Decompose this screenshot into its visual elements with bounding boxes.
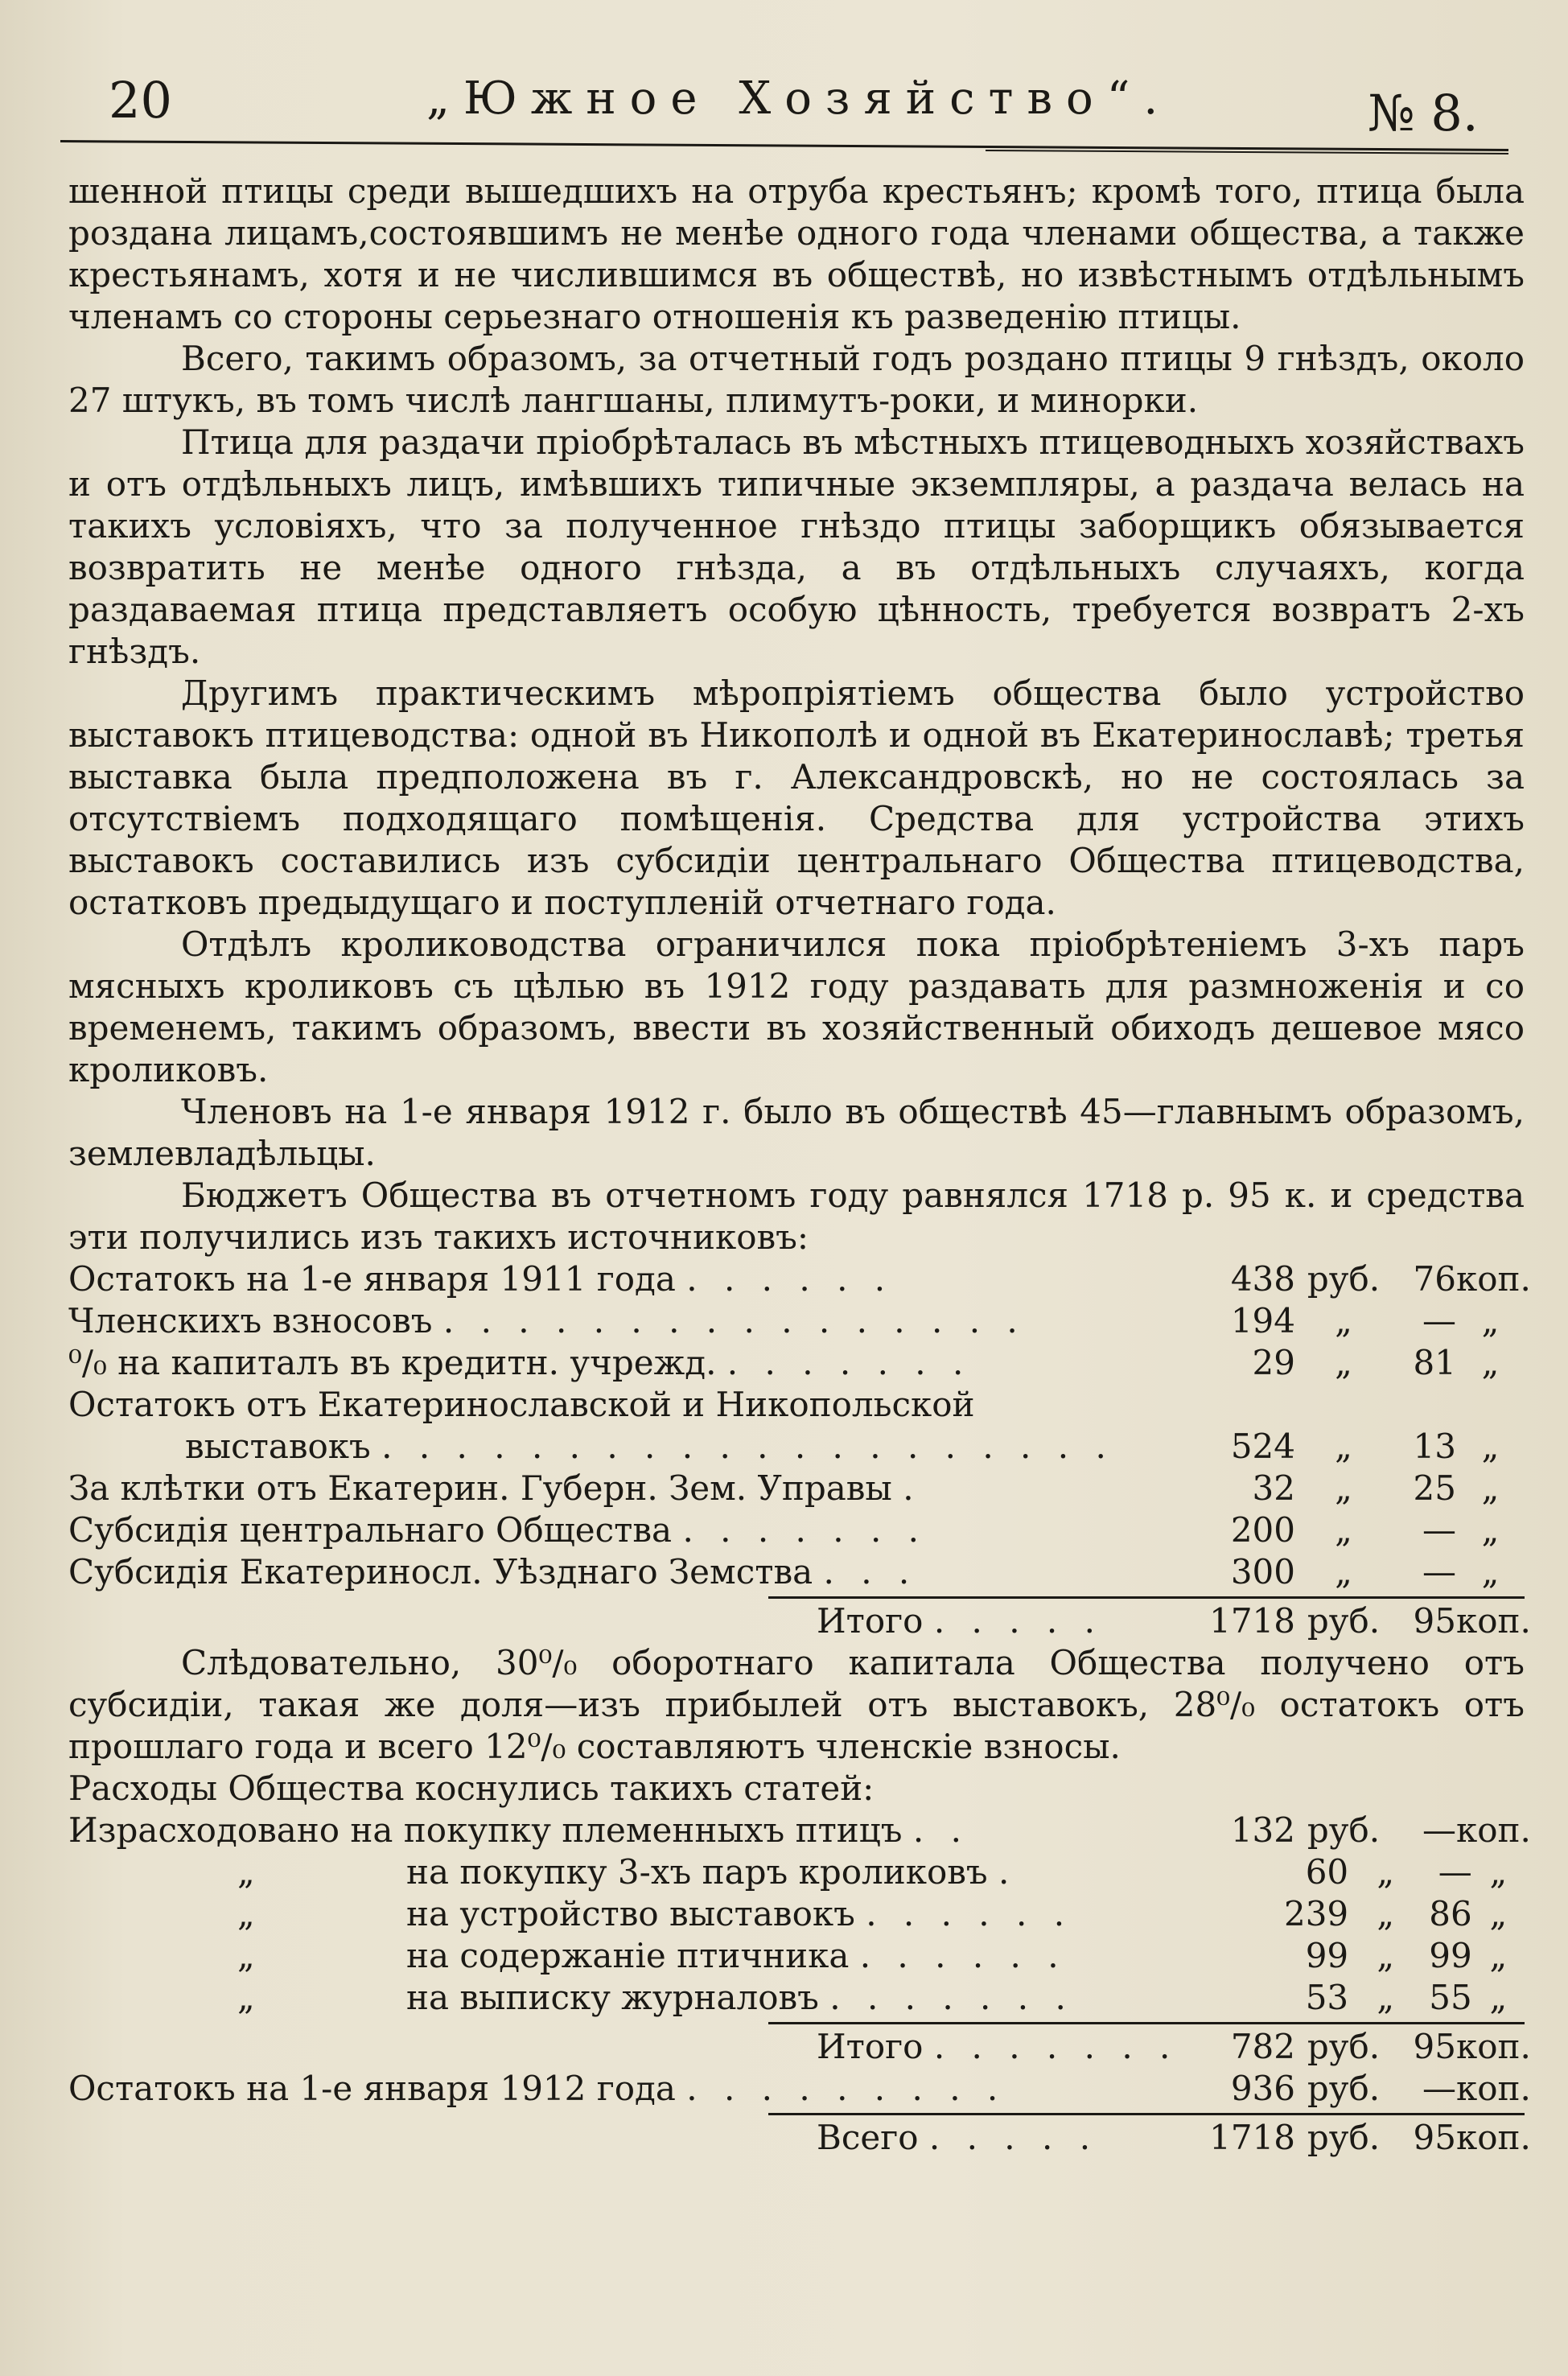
row-kop-unit: коп.	[1456, 1810, 1531, 1850]
total-rub: 1718	[1209, 2118, 1295, 2157]
row-rub-unit: „	[1377, 1978, 1395, 2017]
total-label: Итого	[817, 1601, 924, 1641]
row-rub-unit: „	[1335, 1552, 1352, 1592]
total-rule	[768, 2022, 1525, 2024]
row-label: ⁰/₀ на капиталъ въ кредитн. учрежд.	[68, 1343, 717, 1382]
row-kop-unit: „	[1489, 1852, 1508, 1892]
leader-dots: . . . . . .	[686, 1259, 894, 1299]
page-number: 20	[109, 71, 172, 130]
row-rub: 32	[1252, 1468, 1295, 1508]
leader-dots: . . . . . . . . . . . . . . . . . . . .	[381, 1427, 1114, 1466]
ditto-mark: „	[237, 1936, 255, 1975]
total-rub-unit: руб.	[1307, 2118, 1381, 2157]
row-rub: 200	[1230, 1510, 1295, 1550]
row-label: Членскихъ взносовъ	[68, 1301, 433, 1340]
row-label: Субсидія Екатериносл. Уѣзднаго Земства	[68, 1552, 813, 1592]
header-rule	[60, 140, 1508, 151]
total-rule	[768, 2113, 1525, 2115]
paragraph: Отдѣлъ кролиководства ограничился пока пріобрѣтеніемъ 3-хъ паръ мясныхъ кроликовъ съ цѣлью въ 1912 году раздавать для размноженія и со временемъ, такимъ образомъ, ввести въ хозяйственный обиходъ дешевое мясо кроликовъ.	[68, 924, 1525, 1089]
total-kop: 95	[1413, 1601, 1456, 1641]
row-kop: 25	[1413, 1468, 1456, 1508]
leader-dots: . . . . . . .	[726, 1343, 972, 1382]
total-kop-unit: коп.	[1456, 2027, 1531, 2066]
row-kop-unit: „	[1481, 1468, 1500, 1508]
row-kop: —	[1422, 1510, 1456, 1550]
row-kop-unit: „	[1481, 1552, 1500, 1592]
paragraph: Бюджетъ Общества въ отчетномъ году равнялся 1718 р. 95 к. и средства эти получились изъ такихъ источниковъ:	[68, 1176, 1525, 1257]
row-label: Израсходовано на покупку племенныхъ птицъ	[68, 1810, 903, 1850]
ledger-row	[68, 1810, 1531, 1851]
row-label: на устройство выставокъ	[406, 1894, 855, 1933]
row-rub: 524	[1230, 1427, 1295, 1466]
paragraph: Другимъ практическимъ мѣропріятіемъ общества было устройство выставокъ птицеводства: одной въ Никополѣ и одной въ Екатеринославѣ; третья выставка была предположена въ г. Александровскѣ, но не состоялась за отсутствіемъ подходящаго помѣщенія. Средства для устройства этихъ выставокъ составились изъ субсидіи центральнаго Общества птицеводства, остатковъ предыдущаго и поступленій отчетнаго года.	[68, 673, 1525, 922]
paragraph: Расходы Общества коснулись такихъ статей:	[68, 1769, 875, 1808]
ditto-mark: „	[237, 1894, 255, 1933]
row-label: на выписку журналовъ	[406, 1978, 819, 2017]
row-rub: 132	[1230, 1810, 1295, 1850]
ledger-row	[68, 1935, 1525, 1977]
row-label: выставокъ	[185, 1427, 371, 1466]
paragraph: Птица для раздачи пріобрѣталась въ мѣстныхъ птицеводныхъ хозяйствахъ и отъ отдѣльныхъ лицъ, имѣвшихъ типичные экземпляры, а раздача велась на такихъ условіяхъ, что за полученное гнѣздо птицы заборщикъ обязывается возвратить не менѣе одного гнѣзда, а въ отдѣльныхъ случаяхъ, когда раздаваемая птица представляетъ особую цѣнность, требуется возвратъ 2-хъ гнѣздъ.	[68, 422, 1525, 671]
row-kop-unit: коп.	[1456, 2069, 1531, 2108]
row-rub-unit: „	[1335, 1427, 1352, 1466]
row-kop: 13	[1413, 1427, 1456, 1466]
paragraph: Слѣдовательно, 30⁰/₀ оборотнаго капитала Общества получено отъ субсидіи, такая же доля—изъ прибылей отъ выставокъ, 28⁰/₀ остатокъ отъ прошлаго года и всего 12⁰/₀ составляютъ членскіе взносы.	[68, 1643, 1525, 1766]
row-kop-unit: „	[1481, 1427, 1500, 1466]
row-kop: 55	[1429, 1978, 1472, 2017]
row-label: Субсидія центральнаго Общества	[68, 1510, 673, 1550]
row-rub-unit: „	[1335, 1468, 1352, 1508]
ledger-row	[68, 1426, 1525, 1468]
total-rub: 782	[1230, 2027, 1295, 2066]
ditto-mark: „	[237, 1978, 255, 2017]
leader-dots: . . . . . . .	[829, 1978, 1074, 2017]
ledger-row	[68, 1342, 1525, 1384]
row-kop: 99	[1429, 1936, 1472, 1975]
leader-dots: . . .	[823, 1552, 918, 1592]
row-kop: 86	[1429, 1894, 1472, 1933]
ditto-mark: „	[237, 1852, 255, 1892]
row-kop: —	[1422, 2069, 1456, 2108]
row-rub-unit: руб.	[1307, 2069, 1381, 2108]
row-rub-unit: „	[1335, 1510, 1352, 1550]
row-rub: 300	[1230, 1552, 1295, 1592]
ledger-row	[68, 2068, 1531, 2110]
total-rub-unit: руб.	[1307, 2027, 1381, 2066]
row-kop-unit: „	[1489, 1894, 1508, 1933]
ledger-row	[68, 1977, 1525, 2019]
row-kop: —	[1422, 1810, 1456, 1850]
issue-number: № 8.	[1368, 84, 1479, 142]
paragraph: Всего, такимъ образомъ, за отчетный годъ роздано птицы 9 гнѣздъ, около 27 штукъ, въ томъ числѣ лангшаны, плимутъ-роки, и минорки.	[68, 339, 1525, 420]
row-rub: 194	[1230, 1301, 1295, 1340]
leader-dots: . . . . . . . . .	[686, 2069, 1006, 2108]
row-rub: 29	[1252, 1343, 1295, 1382]
total-rule	[768, 1596, 1525, 1599]
row-rub: 60	[1305, 1852, 1349, 1892]
row-rub: 936	[1230, 2069, 1295, 2108]
leader-dots: . . . . .	[928, 2118, 1099, 2157]
journal-title: „Южное Хозяйство“.	[426, 72, 1172, 125]
ledger-row	[68, 1300, 1525, 1342]
row-rub-unit: руб.	[1307, 1810, 1381, 1850]
row-label: Остатокъ на 1-е января 1912 года	[68, 2069, 676, 2108]
paragraph: шенной птицы среди вышедшихъ на отруба крестьянъ; кромѣ того, птица была роздана лицамъ,состоявшимъ не менѣе одного года членами общества, а также крестьянамъ, хотя и не числившимся въ обществѣ, но извѣстнымъ отдѣльнымъ членамъ со стороны серьезнаго отношенія къ разведенію птицы.	[68, 171, 1525, 336]
row-kop-unit: „	[1489, 1978, 1508, 2017]
ledger-total-row	[68, 1600, 1531, 1642]
row-kop-unit: коп.	[1456, 1259, 1531, 1299]
total-kop-unit: коп.	[1456, 1601, 1531, 1641]
row-kop: —	[1422, 1301, 1456, 1340]
row-kop-unit: „	[1481, 1301, 1500, 1340]
total-label: Всего	[817, 2118, 919, 2157]
article-body	[68, 171, 1531, 2159]
leader-dots: . .	[912, 1810, 969, 1850]
leader-dots: . . . . . . .	[682, 1510, 928, 1550]
row-kop: 76	[1413, 1259, 1456, 1299]
ledger-row	[68, 1468, 1525, 1509]
row-label: на содержаніе птичника	[406, 1936, 850, 1975]
row-rub-unit: руб.	[1307, 1259, 1381, 1299]
grand-total-row	[68, 2117, 1531, 2159]
row-label: на покупку 3-хъ паръ кроликовъ	[406, 1852, 988, 1892]
ledger-total-row	[68, 2026, 1531, 2068]
ledger-row	[68, 1851, 1525, 1893]
ledger-row	[68, 1258, 1531, 1300]
row-kop: —	[1422, 1552, 1456, 1592]
ledger-row	[68, 1551, 1525, 1593]
leader-dots: . . . . . .	[866, 1894, 1073, 1933]
row-label: Остатокъ на 1-е января 1911 года	[68, 1259, 676, 1299]
row-rub-unit: „	[1335, 1343, 1352, 1382]
leader-dots: . . . . . . .	[933, 2027, 1179, 2066]
row-rub-unit: „	[1377, 1936, 1395, 1975]
ledger-row	[68, 1893, 1525, 1935]
page-header	[60, 66, 1508, 154]
row-kop: 81	[1413, 1343, 1456, 1382]
leader-dots: .	[998, 1852, 1018, 1892]
total-rub-unit: руб.	[1307, 1601, 1381, 1641]
row-rub: 53	[1305, 1978, 1349, 2017]
expense-ledger	[68, 1810, 1531, 2159]
row-kop-unit: „	[1481, 1343, 1500, 1382]
ledger-row	[68, 1509, 1525, 1551]
row-kop-unit: „	[1481, 1510, 1500, 1550]
total-label: Итого	[817, 2027, 924, 2066]
row-kop: —	[1438, 1852, 1472, 1892]
row-rub: 239	[1283, 1894, 1349, 1933]
row-label: Остатокъ отъ Екатеринославской и Никопольской	[68, 1385, 975, 1424]
row-label: За клѣтки отъ Екатерин. Губерн. Зем. Управы	[68, 1468, 892, 1508]
row-kop-unit: „	[1489, 1936, 1508, 1975]
leader-dots: . . . . . . . . . . . . . . . .	[442, 1301, 1026, 1340]
total-kop-unit: коп.	[1456, 2118, 1531, 2157]
row-rub-unit: „	[1377, 1852, 1395, 1892]
total-rub: 1718	[1209, 1601, 1295, 1641]
income-ledger	[68, 1258, 1531, 1642]
leader-dots: . . . . . .	[859, 1936, 1067, 1975]
total-kop: 95	[1413, 2027, 1456, 2066]
total-kop: 95	[1413, 2118, 1456, 2157]
row-rub: 99	[1305, 1936, 1349, 1975]
row-rub-unit: „	[1335, 1301, 1352, 1340]
row-rub: 438	[1230, 1259, 1295, 1299]
row-rub-unit: „	[1377, 1894, 1395, 1933]
leader-dots: .	[903, 1468, 922, 1508]
leader-dots: . . . . .	[933, 1601, 1103, 1641]
ledger-row	[68, 1384, 1525, 1426]
paragraph: Членовъ на 1-е января 1912 г. было въ обществѣ 45—главнымъ образомъ, землевладѣльцы.	[68, 1092, 1525, 1173]
